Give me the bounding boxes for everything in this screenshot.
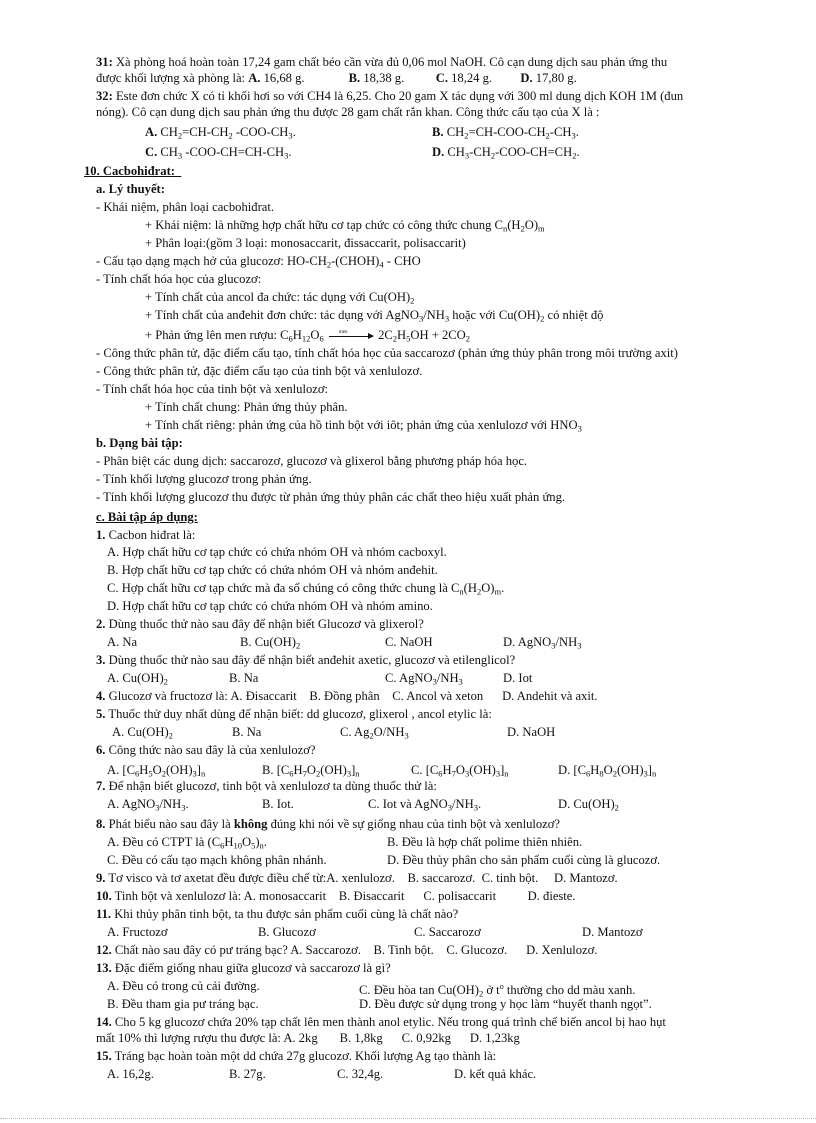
text-line: 10. Cacbohiđrat: (84, 164, 182, 178)
text-line: D. $[C_6H_8O_2(OH)_3]_n$ (558, 763, 657, 779)
text-line: D. Đều được sử dụng trong y học làm “huyết thanh ngọt”. (359, 997, 652, 1011)
text-line: A. Đều có CTPT là $(C_6H_{10}O_5)_n$. (107, 835, 267, 851)
text-line: + Tính chất chung: Phản ứng thủy phân. (145, 400, 348, 414)
text-line: A. Đều có trong củ cải đường. (107, 979, 260, 993)
text-line: C. Saccarozơ (414, 925, 481, 939)
text-line: C. $CH_3$ $-COO-CH=CH-CH_3$. (145, 145, 292, 161)
text-line: - Công thức phân tử, đặc điểm cấu tạo, tính chất hóa học của saccarozơ (phản ứng thủy phân trong môi trường axit) (96, 346, 678, 360)
text-line: - Tính khối lượng glucozơ thu được từ phản ứng thủy phân các chất theo hiệu xuất phản ứng. (96, 490, 566, 504)
text-line: 6. Công thức nào sau đây là của xenlulozơ? (96, 743, 316, 757)
text-line: 13. Đặc điểm giống nhau giữa glucozơ và saccarozơ là gì? (96, 961, 391, 975)
text-line: - Tính khối lượng glucozơ trong phản ứng. (96, 472, 312, 486)
text-line: D. $CH_3-CH_2-COO-CH=CH_2$. (432, 145, 580, 161)
text-line: D. Đều thủy phân cho sản phẩm cuối cùng là glucozơ. (387, 853, 661, 867)
text-line: 3. Dùng thuốc thử nào sau đây để nhận biết anđehit axetic, glucozơ và etilenglicol? (96, 653, 516, 667)
text-line: A. $[C_6H_5O_2(OH)_3]_n$ (107, 763, 206, 779)
text-line: C. Iot và $AgNO_3/NH_3$. (368, 797, 482, 813)
text-line: B. Đều là hợp chất polime thiên nhiên. (387, 835, 583, 849)
text-line: - Tính chất hóa học của glucozơ: (96, 272, 262, 286)
text-line: 15. Tráng bạc hoàn toàn một dd chứa 27g glucozơ. Khối lượng Ag tạo thành là: (96, 1049, 497, 1063)
text-line: A. $Cu(OH)_2$ (107, 671, 168, 687)
text-line: + Tính chất riêng: phản ứng của hồ tinh bột với iôt; phản ứng của xenlulozơ với $HNO_3$ (145, 418, 582, 434)
text-line: 5. Thuốc thử duy nhất dùng để nhận biết: dd glucozơ, glixerol , ancol etylic là: (96, 707, 492, 721)
text-line: mất 10% thì lượng rượu thu được là: A. 2kg B. 1,8kg C. 0,92kg D. 1,23kg (96, 1031, 520, 1045)
text-line: 9. Tơ visco và tơ axetat đều được điều chế từ:A. xenlulozơ. B. saccarozơ. C. tinh bột. D. Mantozơ. (96, 871, 618, 885)
text-line: D. Mantozơ (582, 925, 643, 939)
text-line: D. kết quả khác. (454, 1067, 537, 1081)
text-line: B. $CH_2=CH-COO-CH_2-CH_3$. (432, 125, 579, 141)
text-line: C. $AgNO_3/NH_3$ (385, 671, 463, 687)
text-line: 2. Dùng thuốc thử nào sau đây để nhận biết Glucozơ và glixerol? (96, 617, 424, 631)
text-line: - Tính chất hóa học của tinh bột và xenlulozơ: (96, 382, 329, 396)
text-line: B. 27g. (229, 1067, 266, 1081)
text-line: 14. Cho 5 kg glucozơ chứa 20% tạp chất lên men thành anol etylic. Nếu trong quá trình chế biến ancol bị hao hụt (96, 1015, 666, 1029)
page-bottom-rule (0, 1118, 816, 1119)
text-line: B. Đều tham gia pư tráng bạc. (107, 997, 259, 1011)
text-line: - Công thức phân tử, đặc điểm cấu tạo của tinh bột và xenlulozơ. (96, 364, 423, 378)
text-line: A. Fructozơ (107, 925, 168, 939)
text-line: - Cấu tạo dạng mạch hở của glucozơ: $HO-CH_2-(CHOH)_4$ - CHO (96, 254, 421, 270)
text-line: B. $[C_6H_7O_2(OH)_3]_n$ (262, 763, 360, 779)
text-line: a. Lý thuyết: (96, 182, 165, 196)
text-line: + Phân loại:(gồm 3 loại: monosaccarit, đissaccarit, polisaccarit) (145, 236, 466, 250)
text-line: 7. Để nhận biết glucozơ, tinh bột và xenlulozơ ta dùng thuốc thử là: (96, 779, 437, 793)
text-line: - Khái niệm, phân loại cacbohiđrat. (96, 200, 274, 214)
text-line: D. $Cu(OH)_2$ (558, 797, 619, 813)
text-line: C. Hợp chất hữu cơ tạp chức mà đa số chúng có công thức chung là $C_n(H_2O)_m$. (107, 581, 505, 597)
text-line: D. Iot (503, 671, 533, 685)
text-line: 32: Este đơn chức X có tỉ khối hơi so với CH4 là 6,25. Cho 20 gam X tác dụng với 300 ml dung dịch KOH 1M (đun (96, 89, 684, 103)
text-line: c. Bài tập áp dụng: (96, 510, 198, 524)
text-line: 12. Chất nào sau đây có pư tráng bạc? A. Saccarozơ. B. Tinh bột. C. Glucozơ. D. Xenlulozơ. (96, 943, 598, 957)
text-line: C. 32,4g. (337, 1067, 384, 1081)
text-line: A. Hợp chất hữu cơ tạp chức có chứa nhóm OH và nhóm cacboxyl. (107, 545, 447, 559)
text-line: B. Hợp chất hữu cơ tạp chức có chứa nhóm OH và nhóm anđehit. (107, 563, 438, 577)
text-line: A. $AgNO_3/NH_3$. (107, 797, 189, 813)
text-line: + Tính chất của anđehit đơn chức: tác dụng với $AgNO_3/NH_3$ hoặc với $Cu(OH)_2$ có nhiệt độ (145, 308, 604, 324)
text-line: C. Đều có cấu tạo mạch không phân nhánh. (107, 853, 327, 867)
text-line: B. $Cu(OH)_2$ (240, 635, 301, 651)
text-line: C. $Ag_2O/NH_3$ (340, 725, 409, 741)
text-line: C. $[C_6H_7O_3(OH)_3]_n$ (411, 763, 509, 779)
text-line: 10. Tinh bột và xenlulozơ là: A. monosaccarit B. Đisaccarit C. polisaccarit D. đieste. (96, 889, 576, 903)
text-line: 1. Cacbon hiđrat là: (96, 528, 196, 542)
text-line: C. Đều hòa $\tan Cu(OH)_2$ ở $t^o$ thường cho dd màu xanh. (359, 982, 636, 999)
text-line: - Phân biệt các dung dịch: saccarozơ, glucozơ và glixerol bằng phương pháp hóa học. (96, 454, 528, 468)
text-line: A. Na (107, 635, 138, 649)
text-line: 11. Khi thủy phân tinh bột, ta thu được sản phẩm cuối cùng là chất nào? (96, 907, 459, 921)
text-line: B. Na (232, 725, 262, 739)
text-line: A. $Cu(OH)_2$ (112, 725, 173, 741)
text-line: D. NaOH (507, 725, 556, 739)
text-line: nóng). Cô cạn dung dịch sau phản ứng thu được 28 gam chất rắn khan. Công thức cấu tạo của X là : (96, 105, 600, 119)
text-line: 8. Phát biểu nào sau đây là không đúng khi nói về sự giống nhau của tinh bột và xenlulozơ? (96, 817, 561, 831)
text-line: B. Iot. (262, 797, 294, 811)
text-line: + Phản ứng lên men rượu: $C_6H_{12}O_6$ men $2C_2H_5OH + 2CO_2$ (145, 328, 471, 344)
text-line: + Khái niệm: là những hợp chất hữu cơ tạp chức có công thức chung $C_n(H_2O)_m$ (145, 218, 545, 234)
text-line: được khối lượng xà phòng là: A. 16,68 g. B. 18,38 g. C. 18,24 g. D. 17,80 g. (96, 71, 577, 85)
text-line: 31: Xà phòng hoá hoàn toàn 17,24 gam chất béo cần vừa đủ 0,06 mol NaOH. Cô cạn dung dịch sau phản ứng thu (96, 55, 668, 69)
text-line: A. 16,2g. (107, 1067, 154, 1081)
text-line: D. $AgNO_3/NH_3$ (503, 635, 582, 651)
text-line: b. Dạng bài tập: (96, 436, 183, 450)
text-line: D. Hợp chất hữu cơ tạp chức có chứa nhóm OH và nhóm amino. (107, 599, 433, 613)
text-line: 4. Glucozơ và fructozơ là: A. Đisaccarit B. Đồng phân C. Ancol và xeton D. Andehit và axit. (96, 689, 598, 703)
text-line: + Tính chất của ancol đa chức: tác dụng với $Cu(OH)_2$ (145, 290, 415, 306)
text-line: B. Glucozơ (258, 925, 316, 939)
text-line: B. Na (229, 671, 259, 685)
text-line: C. NaOH (385, 635, 433, 649)
text-line: A. $CH_2=CH-CH_2$ $-COO-CH_3$. (145, 125, 296, 141)
